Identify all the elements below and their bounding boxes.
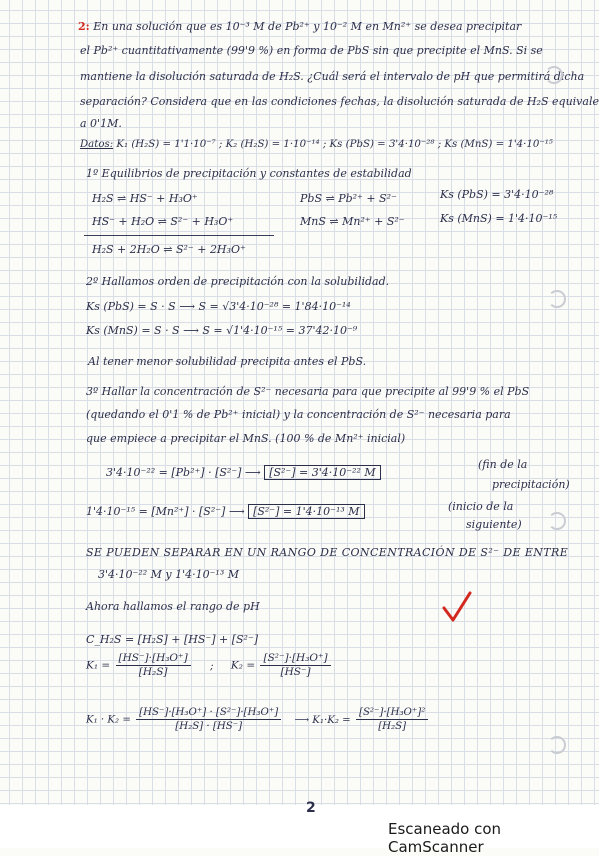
step2-line-2: Ks (MnS) = S · S ⟶ S = √1'4·10⁻¹⁵ = 37'42·10⁻⁹ [86, 324, 358, 337]
ks-pbs: Ks (PbS) = 3'4·10⁻²⁸ [440, 188, 554, 201]
eq1-note-1: (fin de la [478, 458, 528, 471]
step3-title-1: 3º Hallar la concentración de S²⁻ necesaria para que precipite al 99'9 % el PbS [86, 385, 530, 398]
summary-line-1: SE PUEDEN SEPARAR EN UN RANGO DE CONCENTRACIÓN DE S²⁻ DE ENTRE [86, 546, 569, 559]
product-fraction: $\frac{\text{[HS⁻]·[H₃O⁺] · [S²⁻]·[H₃O⁺]}}{\text{[H₂S] · [HS⁻]}}$ [136, 706, 281, 733]
eq-left-2: HS⁻ + H₂O ⇌ S²⁻ + H₃O⁺ [92, 215, 234, 228]
step3-title-3: que empiece a precipitar el MnS. (100 % de Mn²⁺ inicial) [86, 432, 406, 445]
eq2-note-1: (inicio de la [448, 500, 514, 513]
eq2-note-2: siguiente) [466, 518, 522, 531]
mass-balance: C_H₂S = [H₂S] + [HS⁻] + [S²⁻] [86, 633, 259, 646]
datos-label: Datos: [80, 139, 114, 150]
datos-values: K₁ (H₂S) = 1'1·10⁻⁷ ; K₂ (H₂S) = 1·10⁻¹⁴ ; Ks (PbS) = 3'4·10⁻²⁸ ; Ks (MnS) = 1'4·10⁻¹⁵ [116, 139, 553, 150]
step2-title: 2º Hallamos orden de precipitación con la solubilidad. [86, 275, 390, 288]
ks-mns: Ks (MnS) = 1'4·10⁻¹⁵ [440, 212, 558, 225]
simplified-fraction: $\frac{\text{[S²⁻]·[H₃O⁺]²}}{\text{[H₂S]}}$ [356, 706, 428, 733]
k1k2-product-expr: K₁ · K₂ = $\frac{\text{[HS⁻]·[H₃O⁺] · [S²⁻]·[H₃O⁺]}}{\text{[H₂S] · [HS⁻]}}$ ⟶ K₁·K₂ = $\frac{\text{[S²⁻]·[H₃O⁺]²}}{\text{[H₂S]}}$ [86, 706, 430, 733]
step1-title: 1º Equilibrios de precipitación y constantes de estabilidad [86, 167, 412, 180]
step2-conclusion: Al tener menor solubilidad precipita antes el PbS. [88, 355, 367, 368]
ph-title: Ahora hallamos el rango de pH [86, 600, 260, 613]
problem-line-1: 2: En una solución que es 10⁻³ M de Pb²⁺ y 10⁻² M en Mn²⁺ se desea precipitar [78, 20, 522, 33]
page-number: 2 [306, 800, 316, 816]
summary-line-2: 3'4·10⁻²² M y 1'4·10⁻¹³ M [98, 568, 240, 581]
problem-line-2: el Pb²⁺ cuantitativamente (99'9 %) en forma de PbS sin que precipite el MnS. Si se [80, 44, 543, 57]
punch-hole [548, 290, 566, 308]
eq-right-1: PbS ⇌ Pb²⁺ + S²⁻ [300, 192, 397, 205]
step3-eq2: 1'4·10⁻¹⁵ = [Mn²⁺] · [S²⁻] ⟶ [S²⁻] = 1'4·10⁻¹³ M [86, 505, 365, 518]
eq-total: H₂S + 2H₂O ⇌ S²⁻ + 2H₃O⁺ [92, 243, 246, 256]
s2-end-boxed: [S²⁻] = 3'4·10⁻²² M [264, 465, 380, 480]
eq-left-1: H₂S ⇌ HS⁻ + H₃O⁺ [92, 192, 198, 205]
checkmark-icon [440, 590, 474, 624]
eq1-note-2: precipitación) [492, 478, 570, 491]
step2-line-1: Ks (PbS) = S · S ⟶ S = √3'4·10⁻²⁸ = 1'84·10⁻¹⁴ [86, 300, 351, 313]
punch-hole [548, 736, 566, 754]
problem-number: 2: [78, 20, 90, 33]
problem-line-4: separación? Considera que en las condiciones fechas, la disolución saturada de H₂S equivale [80, 95, 599, 108]
step3-title-2: (quedando el 0'1 % de Pb²⁺ inicial) y la concentración de S²⁻ necesaria para [86, 408, 511, 421]
k1-fraction: $\frac{\text{[HS⁻]·[H₃O⁺]}}{\text{[H₂S]}}$ [116, 652, 191, 679]
step3-eq1: 3'4·10⁻²² = [Pb²⁺] · [S²⁻] ⟶ [S²⁻] = 3'4·10⁻²² M [106, 466, 381, 479]
punch-hole [545, 66, 563, 84]
eq-right-2: MnS ⇌ Mn²⁺ + S²⁻ [300, 215, 405, 228]
problem-line-5: a 0'1M. [80, 117, 122, 130]
s2-start-boxed: [S²⁻] = 1'4·10⁻¹³ M [248, 504, 364, 519]
camscanner-watermark: Escaneado con CamScanner [388, 820, 502, 856]
sum-rule [84, 235, 274, 236]
k2-fraction: $\frac{\text{[S²⁻]·[H₃O⁺]}}{[HS^-]}$ [260, 652, 330, 679]
datos-line [80, 138, 553, 151]
k1-k2-expr: K₁ = $\frac{\text{[HS⁻]·[H₃O⁺]}}{\text{[H₂S]}}$ ; K₂ = $\frac{\text{[S²⁻]·[H₃O⁺]}}{[HS^-]}$ [86, 652, 333, 679]
punch-hole [548, 512, 566, 530]
problem-line-3: mantiene la disolución saturada de H₂S. ¿Cuál será el intervalo de pH que permitirá dicha [80, 70, 585, 83]
